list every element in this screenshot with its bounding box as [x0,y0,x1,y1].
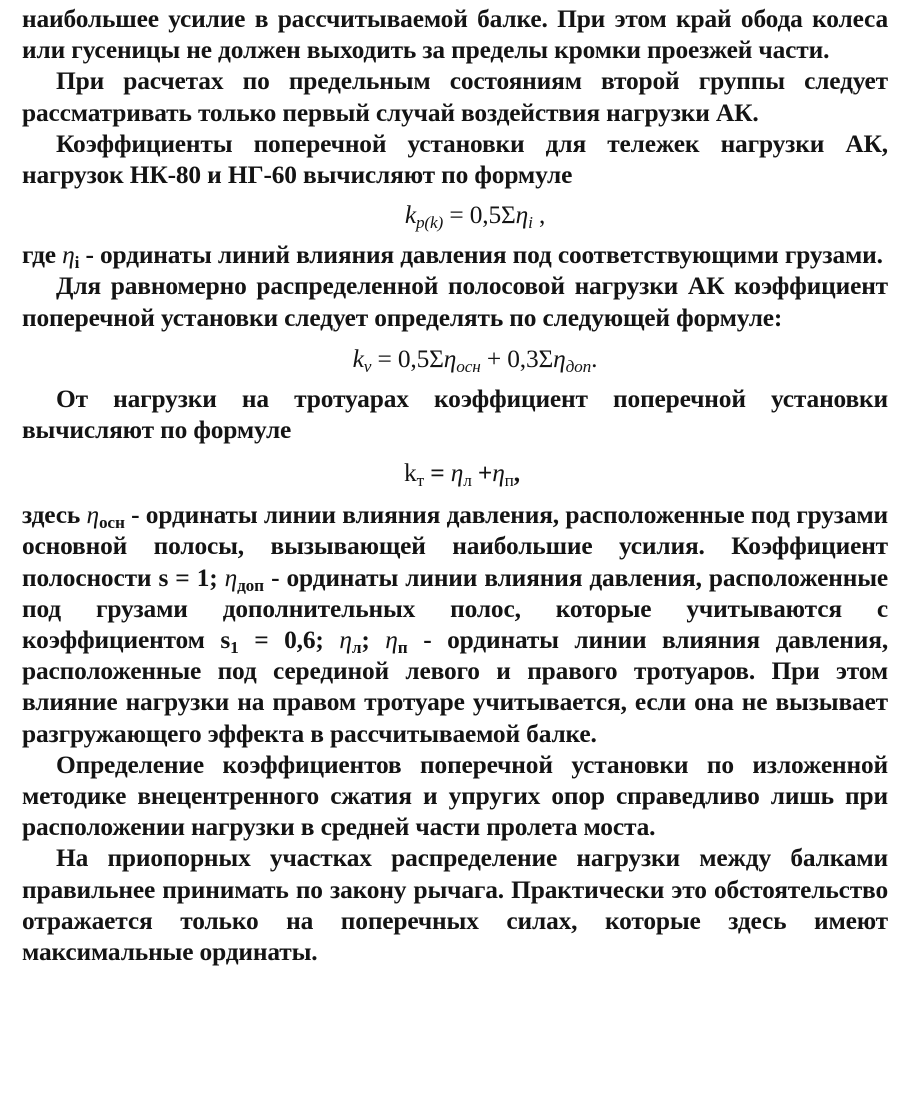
formula-3-sub-p: п [504,471,514,491]
document-page [22,4,888,968]
paragraph-7-b: - ординаты линии влияния давления, расположенные под грузами основной полосы, вызывающей наибольшие усилия. Коэффициент полосности s = 1; [22,501,888,592]
paragraph-9: На приопорных участках распределение нагрузки между балками правильнее принимать по закону рычага. Практически это обстоятельство отражается только на поперечных силах, которые здесь имеют максимальные ординаты. [22,844,888,967]
eta-osn-symbol: η [86,501,99,530]
paragraph-7-c: - ординаты линии влияния давления, расположенные под грузами дополнительных полос, которые учитываются с коэффициентом s [22,563,889,655]
formula-3-eta-1: η [450,459,464,488]
paragraph-7-d: - ординаты линии влияния давления, расположенные под серединой левого и правого тротуаров. При этом влияние нагрузки на правом тротуаре учитывается, если она не вызывает разгружающего эффекта в рассчитываемой балке. [22,626,889,748]
formula-1-lhs-sub: p(k) [415,213,444,233]
paragraph-5: Для равномерно распределенной полосовой нагрузки АК коэффициент поперечной установки следует определять по следующей формуле: [22,272,888,332]
eta-separator: ; [361,626,370,655]
formula-3-lhs: k [404,459,417,488]
eta-dop-symbol: η [224,563,238,592]
eta-osn-subscript: осн [98,513,125,533]
formula-2-lhs: k [352,344,364,373]
eta-p-subscript: п [397,638,408,658]
formula-2-lhs-sub: ν [363,357,372,376]
formula-3-plus: + [477,459,493,488]
eta-l-symbol: η [339,626,352,655]
eta-subscript-i: i [74,253,80,273]
formula-3-eta-2: η [492,459,505,488]
paragraph-6: От нагрузки на тротуарах коэффициент поперечной установки вычисляют по формуле [22,384,888,445]
eta-symbol: η [62,241,75,270]
paragraph-2: При расчетах по предельным состояниям второй группы следует рассматривать только первый случай воздействия нагрузки АК. [22,67,888,127]
formula-2-sub-dop: доп [565,357,592,376]
eta-p-symbol: η [385,626,398,655]
eta-l-subscript: л [351,638,362,658]
formula-2-tail: . [591,344,598,373]
eta-dop-subscript: доп [237,575,264,595]
formula-1-rhs: = 0,5Σ [449,201,516,230]
formula-k-pk [22,191,888,240]
paragraph-7-a: здесь [22,501,81,530]
formula-k-nu [22,334,888,384]
paragraph-3: Коэффициенты поперечной установки для тележек нагрузки АК, нагрузок НК-80 и НГ-60 вычисляют по формуле [22,129,888,190]
formula-2-rhs1: = 0,5Σ [377,344,444,373]
formula-1-eta: η [515,201,529,230]
formula-2-sub-osn: осн [456,357,481,376]
paragraph-7 [22,500,888,750]
formula-2-rhs2: + 0,3Σ [486,344,554,373]
paragraph-4-prefix: где [22,241,56,270]
formula-3-tail: , [513,459,520,488]
formula-3-lhs-sub: т [416,471,424,491]
formula-3-sub-l: л [463,471,472,491]
paragraph-8: Определение коэффициентов поперечной установки по изложенной методике внецентренного сжатия и упругих опор справедливо лишь при расположении нагрузки в средней части пролета моста. [22,750,888,842]
formula-1-eta-sub: i [528,213,533,233]
paragraph-7-c-tail: = 0,6; [254,626,324,655]
paragraph-4-text: - ординаты линий влияния давления под соответствующими грузами. [85,241,883,270]
formula-3-eq: = [430,459,445,488]
formula-2-eta-1: η [443,344,457,373]
paragraph-1: наибольшее усилие в рассчитываемой балке. При этом край обода колеса или гусеницы не должен выходить за пределы кромки проезжей части. [22,5,888,65]
formula-k-t [22,446,888,500]
paragraph-4 [22,240,888,271]
formula-2-eta-2: η [553,344,566,373]
formula-1-lhs: k [404,201,416,230]
s1-subscript: 1 [230,638,239,658]
formula-1-tail: , [532,201,546,230]
